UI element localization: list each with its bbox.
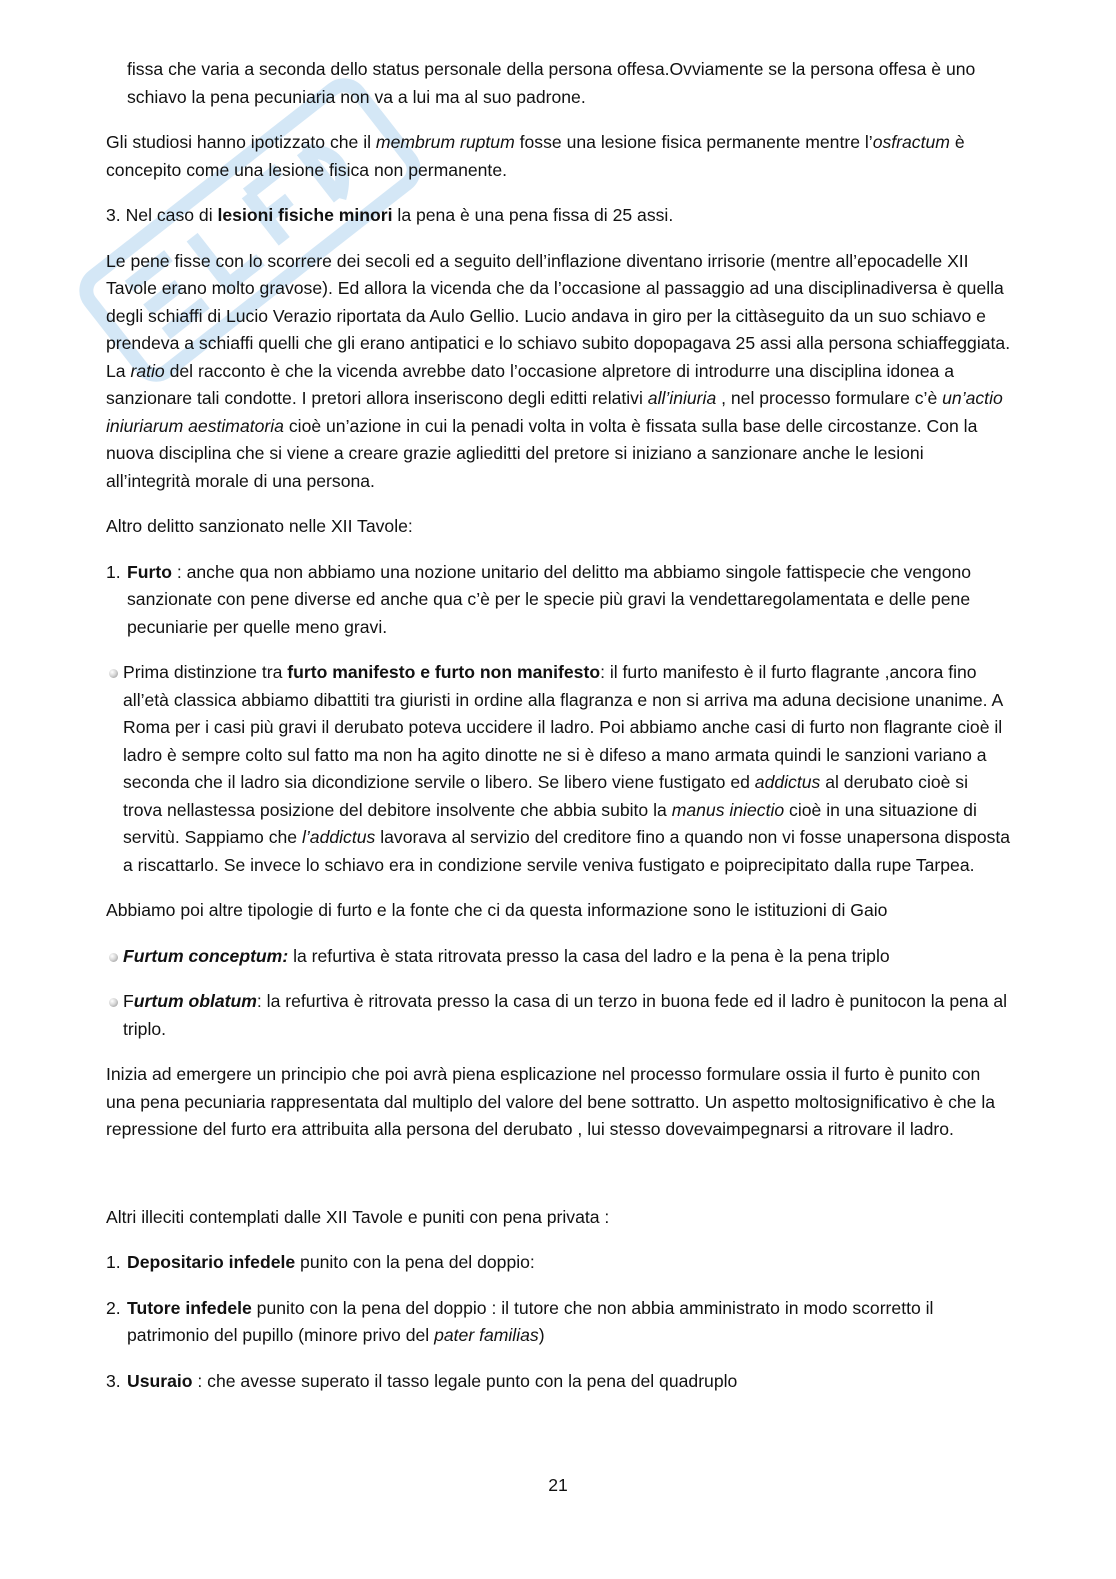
paragraph-studiosi: Gli studiosi hanno ipotizzato che il membrum ruptum fosse una lesione fisica permanente mentre l’osfractum è concepito come una lesione fisica non permanente. [106, 132, 965, 180]
list-item-usuraio: 3. Usuraio : che avesse superato il tasso legale punto con la pena del quadruplo [106, 1370, 738, 1391]
paragraph-tipologie: Abbiamo poi altre tipologie di furto e la fonte che ci da questa informazione sono le istituzioni di Gaio [106, 900, 888, 920]
bullet-furto-manifesto: Prima distinzione tra furto manifesto e furto non manifesto: il furto manifesto è il furto flagrante ,ancora fino all’età classica abbiamo dibattiti tra giuristi in ordine alla flagranza e non si arriva ma aduna decisione unanime. A Roma per i casi più gravi il derubato poteva uccidere il ladro. Poi abbiamo anche casi di furto non flagrante cioè il ladro è sempre colto sul fatto ma non ha agito dinotte ne si è difeso a mano armata quindi le sanzioni variano a seconda che il ladro sia dicondizione servile o libero. Se libero viene fustigato ed addictus al derubato cioè si trova nellastessa posizione del debitore insolvente che abbia subito la manus iniectio cioè in una situazione di servitù. Sappiamo che l’addictus lavorava al servizio del creditore fino a quando non vi fosse unapersona disposta a riscattarlo. Se invece lo schiavo era in condizione servile veniva fustigato e poiprecipitato dalla rupe Tarpea. [106, 659, 1011, 879]
bullet-icon [109, 998, 118, 1007]
list-item-lesioni-minori: 3. Nel caso di lesioni fisiche minori la pena è una pena fissa di 25 assi. [106, 205, 674, 225]
list-item-tutore: 2. Tutore infedele punito con la pena del doppio : il tutore che non abbia amministrato in modo scorretto il patrimonio del pupillo (minore privo del pater familias) [106, 1297, 934, 1345]
paragraph-pene-fisse: Le pene fisse con lo scorrere dei secoli ed a seguito dell’inflazione diventano irrisorie (mentre all’epocadelle XII Tavole erano molto gravose). Ed allora la vicenda che da l’occasione al passaggio ad una disciplinadiversa è quella degli schiaffi di Lucio Verazio riportata da Aulo Gellio. Lucio andava in giro per la cittàseguito da un suo schiavo e prendeva a schiaffi quelli che gli erano antipatici e lo schiavo subito dopopagava 25 assi alla persona schiaffeggiata. La ratio del racconto è che la vicenda avrebbe dato l’occasione alpretore di introdurre una disciplina idonea a sanzionare tali condotte. I pretori allora inseriscono degli editti relativi all’iniuria , nel processo formulare c’è un’actio iniuriarum aestimatoria cioè un’azione in cui la penadi volta in volta è fissata sulla base delle circostanze. Con la nuova disciplina che si viene a creare grazie aglieditti del pretore si iniziano a sanzionare anche le lesioni all’integrità morale di una persona. [106, 250, 1011, 491]
paragraph-principio: Inizia ad emergere un principio che poi avrà piena esplicazione nel processo formulare ossia il furto è punito con una pena pecuniaria rappresentata dal multiplo del valore del bene sottratto. Un aspetto moltosignificativo è che la repressione del furto era attribuita alla persona del derubato , lui stesso dovevaimpegnarsi a ritrovare il ladro. [106, 1064, 996, 1139]
paragraph-continuation: fissa che varia a seconda dello status personale della persona offesa.Ovviamente se la persona offesa è uno schiavo la pena pecuniaria non va a lui ma al suo padrone. [127, 59, 976, 107]
paragraph-altro-delitto: Altro delitto sanzionato nelle XII Tavole: [106, 516, 413, 536]
page-content [106, 56, 1011, 1413]
spacer [106, 1162, 1011, 1204]
bullet-icon [109, 953, 118, 962]
bullet-furtum-oblatum: Furtum oblatum: la refurtiva è ritrovata presso la casa di un terzo in buona fede ed il ladro è punitocon la pena al triplo. [106, 988, 1011, 1043]
page-number: 21 [548, 1475, 568, 1495]
list-item-depositario: 1. Depositario infedele punito con la pena del doppio: [106, 1252, 535, 1272]
list-item-furto: 1. Furto : anche qua non abbiamo una nozione unitario del delitto ma abbiamo singole fattispecie che vengono sanzionate con pene diverse ed anche qua c’è per le specie più gravi la vendettaregolamentata e delle pene pecuniarie per quelle meno gravi. [106, 561, 972, 637]
bullet-furtum-conceptum: Furtum conceptum: la refurtiva è stata ritrovata presso la casa del ladro e la pena è la pena triplo [106, 943, 1011, 971]
bullet-icon [109, 669, 118, 678]
paragraph-altri-illeciti: Altri illeciti contemplati dalle XII Tavole e puniti con pena privata : [106, 1206, 610, 1227]
